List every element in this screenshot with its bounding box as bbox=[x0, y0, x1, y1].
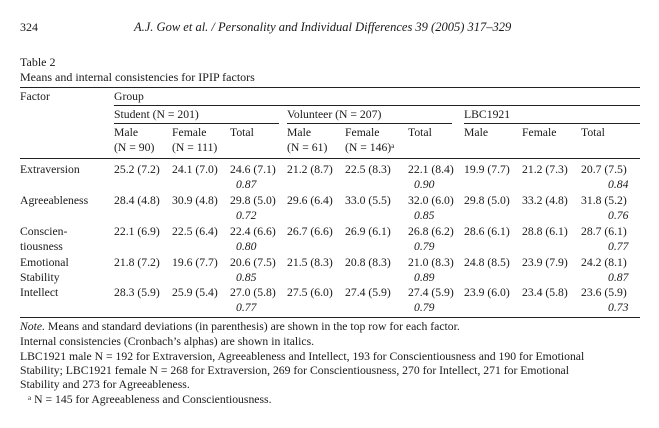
table-label: Table 2 bbox=[20, 55, 56, 69]
table-note bbox=[20, 378, 190, 391]
header-bottom-rule bbox=[20, 158, 640, 159]
note-text: Stability; LBC1921 female N = 268 for Extraversion, 269 for Conscientiousness, 270 for Intellect, 271 for Emotional bbox=[20, 364, 569, 377]
table-cell: 22.4 (6.6) bbox=[230, 225, 276, 238]
table-cell: 28.6 (6.1) bbox=[464, 225, 510, 238]
table-cell: 22.5 (6.4) bbox=[172, 225, 218, 238]
row-factor-conscientiousness: Conscien- bbox=[20, 225, 68, 238]
group-column-header: Group bbox=[114, 90, 144, 103]
group-rule bbox=[114, 105, 640, 106]
alpha-cell: 0.87 bbox=[236, 178, 257, 191]
table-top-rule bbox=[20, 87, 640, 88]
subheader-lbc-total: Total bbox=[581, 126, 605, 139]
alpha-cell: 0.73 bbox=[608, 301, 629, 314]
volunteer-rule bbox=[287, 123, 452, 124]
note-text: Means and standard deviations (in parenthesis) are shown in the top row for each factor. bbox=[45, 320, 460, 333]
alpha-cell: 0.90 bbox=[414, 178, 435, 191]
table-note bbox=[20, 335, 314, 348]
alpha-cell: 0.84 bbox=[608, 178, 629, 191]
table-note bbox=[20, 350, 584, 363]
subheader-student-male: Male bbox=[114, 126, 139, 139]
table-cell: 33.0 (5.5) bbox=[345, 194, 391, 207]
table-cell: 23.4 (5.8) bbox=[522, 286, 568, 299]
table-cell: 30.9 (4.8) bbox=[172, 194, 218, 207]
table-cell: 21.2 (8.7) bbox=[287, 163, 333, 176]
subheader-lbc-female: Female bbox=[522, 126, 557, 139]
row-factor-agreeableness: Agreeableness bbox=[20, 194, 89, 207]
table-cell: 24.6 (7.1) bbox=[230, 163, 276, 176]
table-cell: 19.9 (7.7) bbox=[464, 163, 510, 176]
row-factor-emotional-stability: Emotional bbox=[20, 256, 69, 269]
table-cell: 27.4 (5.9) bbox=[408, 286, 454, 299]
subheader-volunteer-male-n: (N = 61) bbox=[287, 141, 328, 154]
subheader-volunteer-female: Female bbox=[345, 126, 380, 139]
table-cell: 27.4 (5.9) bbox=[345, 286, 391, 299]
table-cell: 24.2 (8.1) bbox=[581, 256, 627, 269]
row-factor-extraversion: Extraversion bbox=[20, 163, 80, 176]
subheader-volunteer-female-n: (N = 146)ᵃ bbox=[345, 141, 395, 154]
subheader-student-female: Female bbox=[172, 126, 207, 139]
table-cell: 21.2 (7.3) bbox=[522, 163, 568, 176]
row-factor-emotional-stability-cont: Stability bbox=[20, 271, 60, 284]
table-cell: 25.9 (5.4) bbox=[172, 286, 218, 299]
alpha-cell: 0.79 bbox=[414, 240, 435, 253]
factor-column-header: Factor bbox=[20, 90, 50, 103]
table-footnote bbox=[28, 393, 272, 406]
student-rule bbox=[114, 123, 279, 124]
table-cell: 28.7 (6.1) bbox=[581, 225, 627, 238]
table-cell: 29.6 (6.4) bbox=[287, 194, 333, 207]
table-cell: 25.2 (7.2) bbox=[114, 163, 160, 176]
group-lbc-header: LBC1921 bbox=[464, 108, 511, 121]
alpha-cell: 0.85 bbox=[414, 209, 435, 222]
table-cell: 19.6 (7.7) bbox=[172, 256, 218, 269]
table-cell: 23.9 (7.9) bbox=[522, 256, 568, 269]
table-cell: 29.8 (5.0) bbox=[464, 194, 510, 207]
running-head: A.J. Gow et al. / Personality and Individual Differences 39 (2005) 317–329 bbox=[134, 20, 512, 34]
table-cell: 28.4 (4.8) bbox=[114, 194, 160, 207]
alpha-cell: 0.85 bbox=[236, 271, 257, 284]
row-factor-conscientiousness-cont: tiousness bbox=[20, 240, 63, 253]
table-cell: 24.1 (7.0) bbox=[172, 163, 218, 176]
subheader-volunteer-total: Total bbox=[408, 126, 432, 139]
table-cell: 22.1 (6.9) bbox=[114, 225, 160, 238]
subheader-student-female-n: (N = 111) bbox=[172, 141, 218, 154]
subheader-lbc-male: Male bbox=[464, 126, 489, 139]
table-cell: 28.3 (5.9) bbox=[114, 286, 160, 299]
table-caption: Means and internal consistencies for IPIP factors bbox=[20, 70, 255, 84]
table-cell: 31.8 (5.2) bbox=[581, 194, 627, 207]
table-cell: 22.1 (8.4) bbox=[408, 163, 454, 176]
table-cell: 20.8 (8.3) bbox=[345, 256, 391, 269]
table-note bbox=[20, 364, 569, 377]
alpha-cell: 0.77 bbox=[236, 301, 257, 314]
subheader-volunteer-male: Male bbox=[287, 126, 312, 139]
note-text: Internal consistencies (Cronbach’s alphas) are shown in italics. bbox=[20, 335, 315, 348]
row-factor-intellect: Intellect bbox=[20, 286, 59, 299]
table-bottom-rule bbox=[20, 317, 640, 318]
table-cell: 23.9 (6.0) bbox=[464, 286, 510, 299]
subheader-student-male-n: (N = 90) bbox=[114, 141, 155, 154]
page-number: 324 bbox=[20, 20, 38, 34]
lbc-rule bbox=[464, 123, 640, 124]
table-cell: 21.0 (8.3) bbox=[408, 256, 454, 269]
table-cell: 29.8 (5.0) bbox=[230, 194, 276, 207]
group-volunteer-header: Volunteer (N = 207) bbox=[287, 108, 382, 121]
table-cell: 26.8 (6.2) bbox=[408, 225, 454, 238]
alpha-cell: 0.87 bbox=[608, 271, 629, 284]
table-cell: 28.8 (6.1) bbox=[522, 225, 568, 238]
alpha-cell: 0.76 bbox=[608, 209, 629, 222]
table-cell: 23.6 (5.9) bbox=[581, 286, 627, 299]
alpha-cell: 0.89 bbox=[414, 271, 435, 284]
note-text: LBC1921 male N = 192 for Extraversion, Agreeableness and Intellect, 193 for Conscientiousness and 190 for Emotional bbox=[20, 350, 585, 363]
note-text: N = 145 for Agreeableness and Conscientiousness. bbox=[31, 393, 272, 406]
table-cell: 32.0 (6.0) bbox=[408, 194, 454, 207]
table-cell: 20.7 (7.5) bbox=[581, 163, 627, 176]
table-cell: 22.5 (8.3) bbox=[345, 163, 391, 176]
table-cell: 21.8 (7.2) bbox=[114, 256, 160, 269]
group-student-header: Student (N = 201) bbox=[114, 108, 199, 121]
alpha-cell: 0.72 bbox=[236, 209, 257, 222]
footnote-marker: ᵃ bbox=[28, 393, 32, 406]
table-cell: 26.7 (6.6) bbox=[287, 225, 333, 238]
table-cell: 26.9 (6.1) bbox=[345, 225, 391, 238]
subheader-student-total: Total bbox=[230, 126, 254, 139]
table-note bbox=[20, 320, 460, 333]
table-cell: 24.8 (8.5) bbox=[464, 256, 510, 269]
table-cell: 27.5 (6.0) bbox=[287, 286, 333, 299]
table-cell: 27.0 (5.8) bbox=[230, 286, 276, 299]
table-cell: 20.6 (7.5) bbox=[230, 256, 276, 269]
table-cell: 33.2 (4.8) bbox=[522, 194, 568, 207]
table-cell: 21.5 (8.3) bbox=[287, 256, 333, 269]
alpha-cell: 0.77 bbox=[608, 240, 629, 253]
alpha-cell: 0.80 bbox=[236, 240, 257, 253]
alpha-cell: 0.79 bbox=[414, 301, 435, 314]
note-text: Stability and 273 for Agreeableness. bbox=[20, 378, 190, 391]
note-prefix: Note. bbox=[20, 320, 45, 333]
